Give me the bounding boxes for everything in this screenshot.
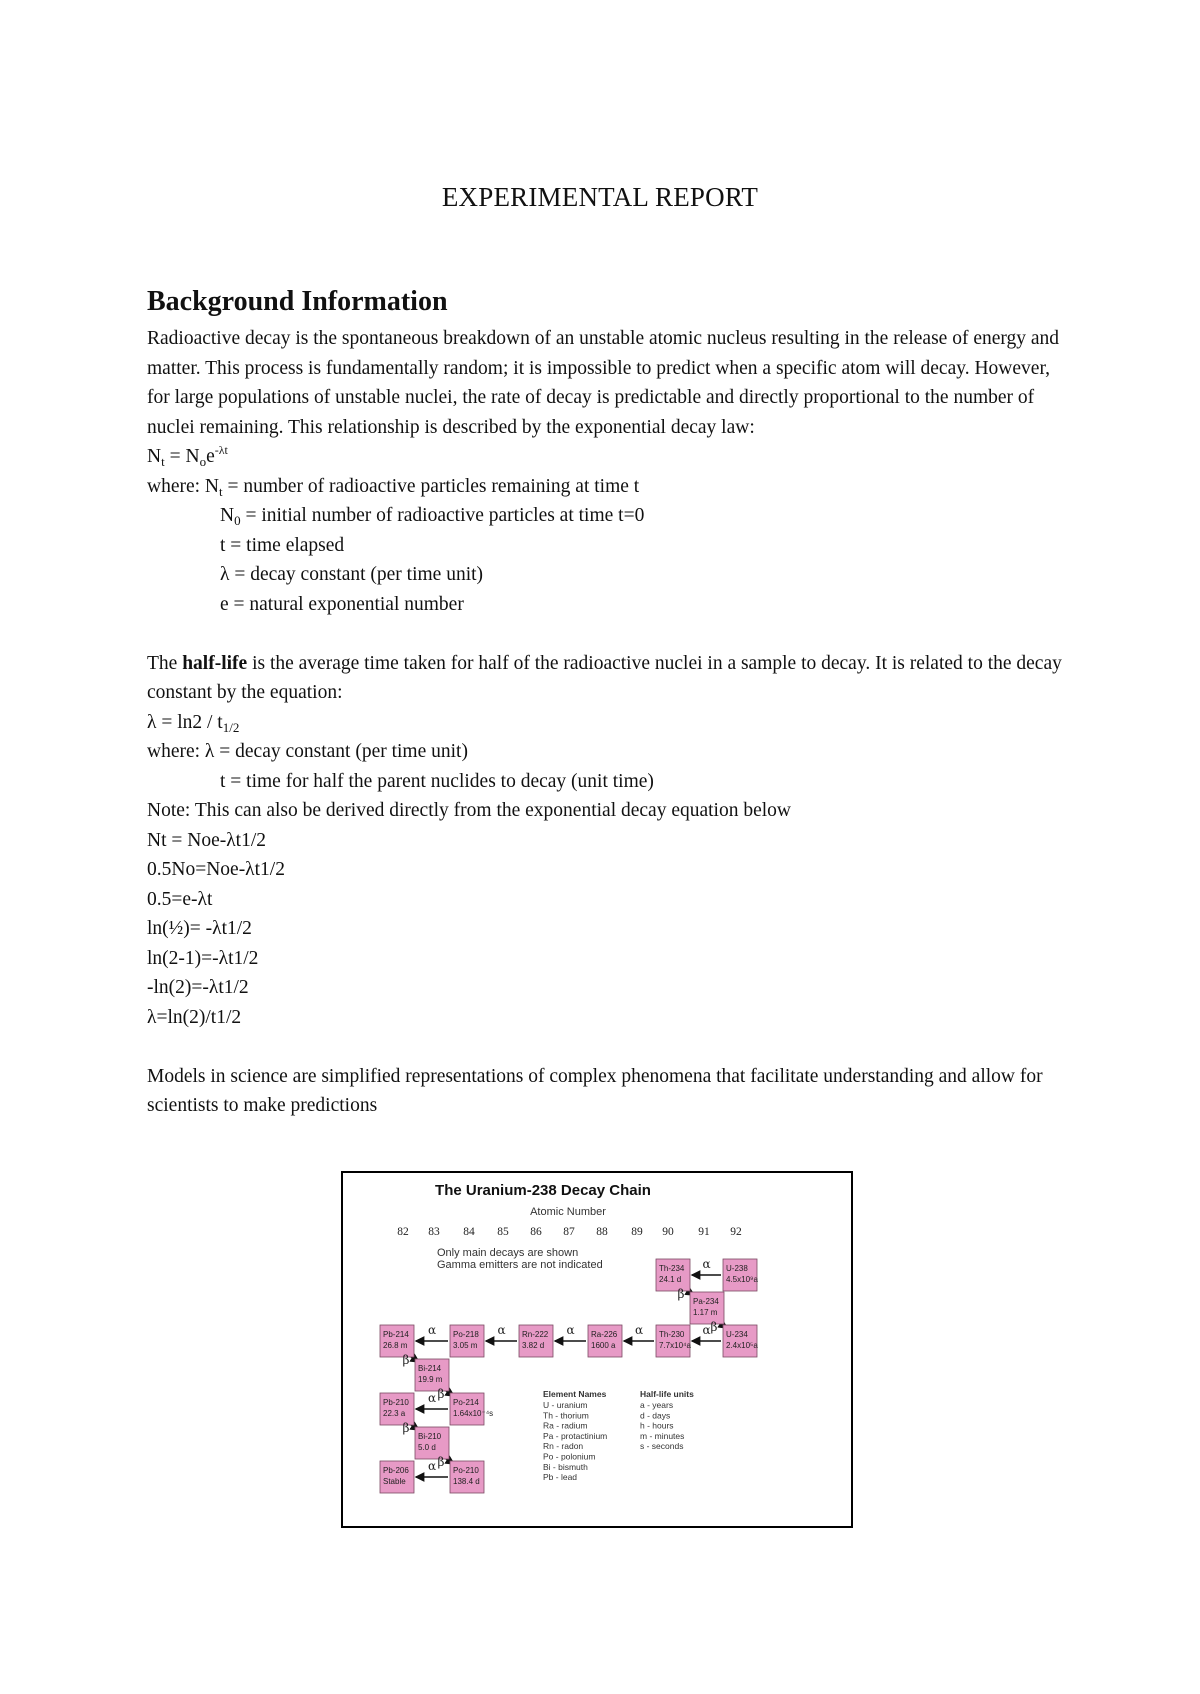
- figure-subtitle: Atomic Number: [530, 1206, 606, 1218]
- atomic-number: 84: [463, 1226, 475, 1238]
- alpha-label: α: [566, 1323, 575, 1337]
- section-heading: Background Information: [147, 286, 448, 317]
- nuclide-halflife: 7.7x10⁴a: [659, 1341, 691, 1350]
- nuclide-halflife: 3.82 d: [522, 1341, 545, 1350]
- where-line: t = time for half the parent nuclides to decay (unit time): [220, 770, 654, 792]
- alpha-label: α: [634, 1323, 644, 1337]
- paragraph-decay-intro: Radioactive decay is the spontaneous breakdown of an unstable atomic nucleus resulting in the release of energy and matter. This process is fundamentally random; it is impossible to predict when a specific atom will decay. However, for large populations of unstable nuclei, the rate of decay is predictable and directly proportional to the number of nuclei remaining. This relationship is described by the exponential decay law:: [147, 328, 1060, 438]
- nuclide-halflife: 2.4x10⁵a: [726, 1341, 758, 1350]
- nuclide-box: [450, 1325, 484, 1357]
- derivation-line: 0.5No=Noe-λt1/2: [147, 859, 285, 880]
- halflife-unit-item: a - years: [640, 1400, 674, 1410]
- figure-note: Gamma emitters are not indicated: [437, 1259, 603, 1271]
- nuclide-box: [519, 1325, 553, 1357]
- nuclide-halflife: 4.5x10⁹a: [726, 1275, 758, 1284]
- where-line: $N_0$ = initial number of radioactive particles at time t=0: [220, 505, 645, 528]
- nuclide-name: Bi-214: [418, 1364, 442, 1373]
- halflife-units-title: Half-life units: [640, 1389, 694, 1399]
- halflife-unit-item: h - hours: [640, 1420, 674, 1431]
- element-name-item: Bi - bismuth: [543, 1461, 588, 1472]
- nuclide-name: Pb-210: [383, 1398, 409, 1407]
- nuclide-name: U-238: [726, 1264, 748, 1273]
- element-name-item: Ra - radium: [543, 1420, 588, 1431]
- decay-chain-figure: [341, 1171, 853, 1528]
- nuclide-box: [380, 1461, 414, 1493]
- halflife-units-list: [640, 1400, 684, 1451]
- alpha-label: α: [702, 1257, 711, 1271]
- halflife-unit-item: s - seconds: [640, 1441, 684, 1452]
- nuclide-halflife: 19.9 m: [418, 1375, 443, 1384]
- body-text: [147, 324, 1072, 1121]
- derivation-line: 0.5=e-λt: [147, 888, 213, 910]
- atomic-number: 85: [497, 1226, 509, 1238]
- paragraph-half-life: The half-life is the average time taken for half of the radioactive nuclei in a sample to decay. It is related to the decay constant by the equation:: [147, 652, 1062, 703]
- element-names-title: Element Names: [543, 1389, 607, 1399]
- nuclide-halflife: 22.3 a: [383, 1409, 406, 1418]
- nuclide-halflife: 3.05 m: [453, 1341, 478, 1350]
- atomic-number: 91: [698, 1226, 710, 1238]
- nuclide-name: Ra-226: [591, 1330, 618, 1339]
- nuclide-name: Pb-206: [383, 1466, 409, 1475]
- nuclide-halflife: 1.17 m: [693, 1308, 718, 1317]
- equation-decay-law: $N_t = N_oe^{-\lambda t}$: [147, 443, 228, 469]
- atomic-number: 90: [662, 1226, 674, 1238]
- derivation-line: ln(½)= -λt1/2: [147, 918, 252, 939]
- nuclide-halflife: 24.1 d: [659, 1275, 682, 1284]
- nuclide-halflife: 138.4 d: [453, 1477, 480, 1486]
- beta-label: β: [437, 1455, 445, 1469]
- nuclide-name: Pa-234: [693, 1297, 719, 1306]
- derivation-line: Note: This can also be derived directly from the exponential decay equation below: [147, 800, 792, 821]
- atomic-number: 87: [563, 1226, 575, 1238]
- nuclide-name: U-234: [726, 1330, 748, 1339]
- element-name-item: Rn - radon: [543, 1441, 584, 1452]
- nuclide-name: Th-230: [659, 1330, 685, 1339]
- where-line: e = natural exponential number: [220, 593, 464, 615]
- atomic-number: 83: [428, 1226, 440, 1238]
- derivation-line: ln(2-1)=-λt1/2: [147, 947, 259, 969]
- where-line: λ = decay constant (per time unit): [220, 564, 484, 585]
- beta-label: β: [710, 1320, 718, 1334]
- derivation-line: λ=ln(2)/t1/2: [147, 1006, 242, 1028]
- figure-title: The Uranium-238 Decay Chain: [435, 1182, 651, 1199]
- element-name-item: Pb - lead: [543, 1472, 578, 1483]
- nuclide-box: [690, 1292, 724, 1324]
- nuclide-halflife: 26.8 m: [383, 1341, 408, 1350]
- derivation-line: -ln(2)=-λt1/2: [147, 977, 249, 998]
- atomic-number: 86: [530, 1226, 542, 1238]
- element-name-item: U - uranium: [543, 1400, 588, 1410]
- nuclide-halflife: 1.64x10⁻⁴s: [453, 1409, 494, 1418]
- nuclide-name: Pb-214: [383, 1330, 409, 1339]
- document-title: EXPERIMENTAL REPORT: [441, 182, 759, 212]
- nuclide-name: Th-234: [659, 1264, 685, 1273]
- element-name-item: Po - polonium: [543, 1451, 596, 1462]
- nuclide-name: Po-214: [453, 1398, 479, 1407]
- alpha-label: α: [427, 1459, 437, 1473]
- element-names-list: [543, 1400, 607, 1482]
- atomic-number: 88: [596, 1226, 608, 1238]
- nuclide-name: Po-218: [453, 1330, 479, 1339]
- nuclide-box: [656, 1259, 690, 1291]
- beta-label: β: [402, 1421, 410, 1435]
- atomic-number: 89: [631, 1226, 643, 1238]
- atomic-number: 92: [730, 1226, 742, 1238]
- nuclide-name: Rn-222: [522, 1330, 549, 1339]
- nuclide-name: Po-210: [453, 1466, 479, 1475]
- beta-label: β: [437, 1387, 445, 1401]
- atomic-number: 82: [397, 1226, 409, 1238]
- nuclide-box: [723, 1325, 758, 1357]
- atomic-number-row: [397, 1226, 742, 1238]
- nuclide-box: [723, 1259, 758, 1291]
- nuclide-box: [450, 1461, 484, 1493]
- alpha-label: α: [702, 1323, 711, 1337]
- nuclide-box: [588, 1325, 622, 1357]
- element-name-item: Pa - protactinium: [543, 1430, 608, 1441]
- figure-note: Only main decays are shown: [437, 1247, 579, 1259]
- element-name-item: Th - thorium: [543, 1410, 589, 1421]
- nuclide-halflife: Stable: [383, 1477, 406, 1486]
- where-line: where: $N_t$ = number of radioactive particles remaining at time t: [147, 475, 640, 499]
- derivation-line: Nt = Noe-λt1/2: [147, 829, 267, 851]
- halflife-unit-item: m - minutes: [640, 1430, 685, 1441]
- where-line: t = time elapsed: [220, 534, 345, 556]
- paragraph-models: Models in science are simplified representations of complex phenomena that facilitate understanding and allow for scientists to make predictions: [147, 1065, 1043, 1116]
- nuclide-box: [656, 1325, 691, 1357]
- nuclide-halflife: 5.0 d: [418, 1443, 436, 1452]
- beta-label: β: [402, 1353, 410, 1367]
- nuclide-halflife: 1600 a: [591, 1341, 616, 1350]
- alpha-label: α: [427, 1323, 437, 1337]
- alpha-label: α: [497, 1323, 506, 1337]
- nuclide-box: [450, 1393, 493, 1425]
- decay-chain-diagram: [343, 1173, 851, 1526]
- nuclide-name: Bi-210: [418, 1432, 442, 1441]
- where-line: where: λ = decay constant (per time unit): [147, 741, 468, 762]
- beta-label: β: [677, 1287, 685, 1301]
- alpha-label: α: [427, 1391, 437, 1405]
- halflife-unit-item: d - days: [640, 1410, 671, 1421]
- equation-half-life: $\lambda = \ln 2 / t_{1/2}$: [147, 711, 240, 735]
